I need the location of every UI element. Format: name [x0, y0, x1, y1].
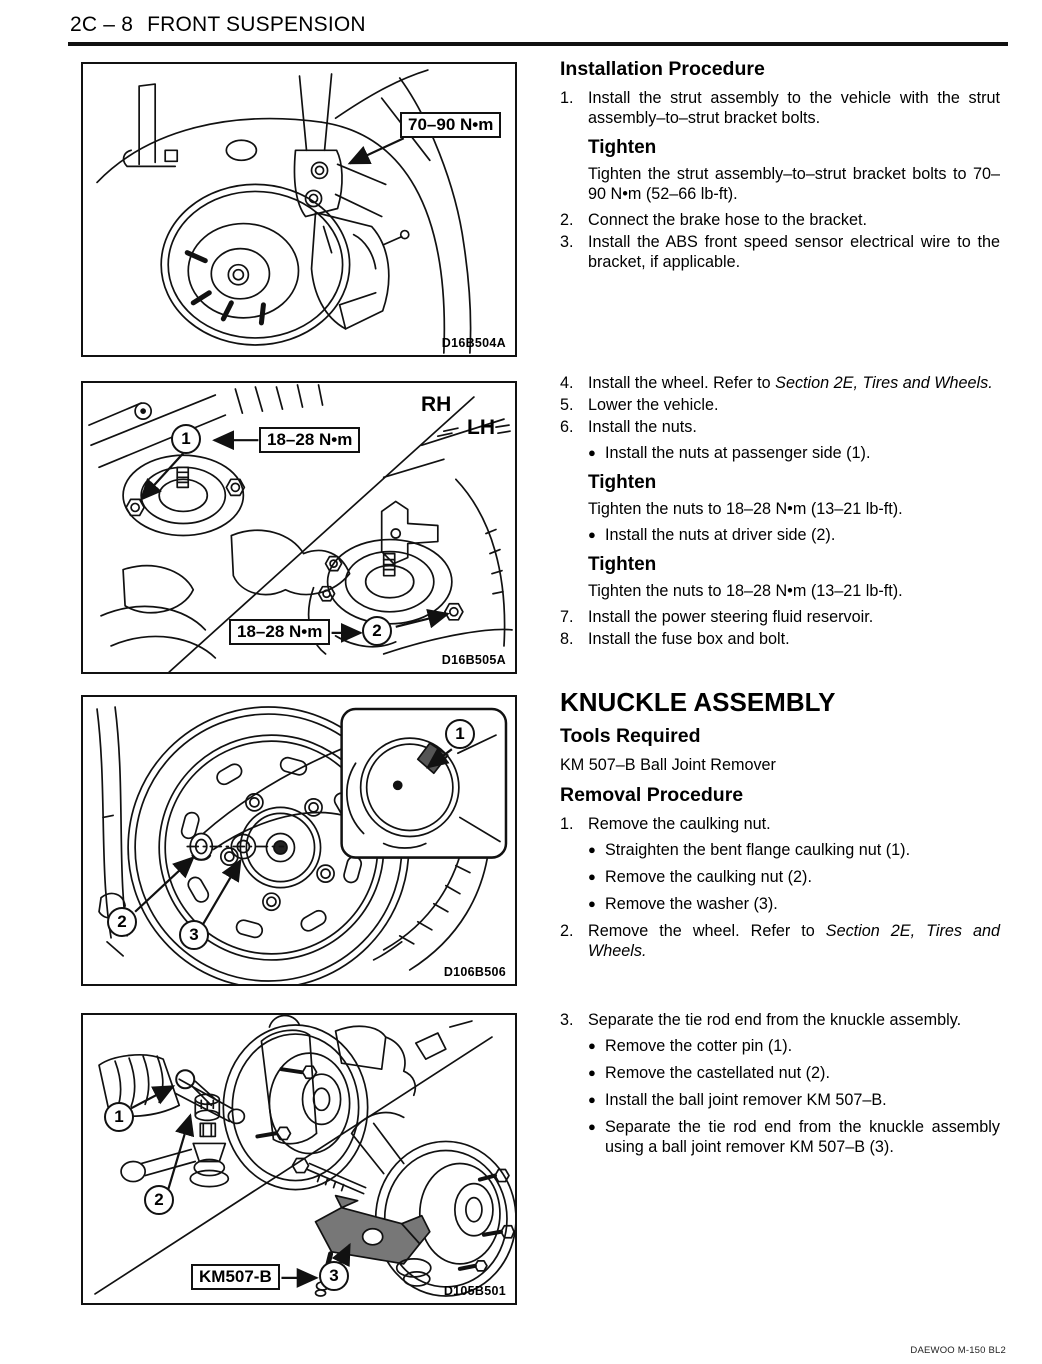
tool-name: KM 507–B Ball Joint Remover	[560, 756, 776, 774]
removal-procedure-heading: Removal Procedure	[560, 784, 744, 806]
callout-number-2: 2	[144, 1185, 174, 1215]
strut-bracket-illustration	[83, 64, 515, 355]
cross-reference: Section 2E, Tires and Wheels.	[588, 922, 1000, 960]
step-2: 2. Connect the brake hose to the bracket.	[560, 211, 867, 229]
figure-code: D16B504A	[441, 336, 506, 350]
callout-1-arrow	[131, 1086, 173, 1108]
figure-strut-mount-nuts	[81, 381, 517, 674]
removal-procedure-continued	[560, 1010, 1000, 1164]
page-header	[70, 13, 366, 37]
section-title-knuckle-assembly: KNUCKLE ASSEMBLY	[560, 687, 836, 717]
tie-rod-illustration	[83, 1015, 515, 1303]
bullet-install-remover: ● Install the ball joint remover KM 507–B.	[588, 1091, 887, 1109]
bullet-remove-caulking-nut: ● Remove the caulking nut (2).	[588, 868, 812, 886]
tighten-heading: Tighten	[588, 554, 657, 575]
torque-callout-1: 18–28 N•m	[259, 427, 360, 453]
step-1: 1. Remove the caulking nut.	[560, 815, 771, 833]
bullet-dot: ●	[588, 1119, 596, 1134]
callout-number-1: 1	[171, 424, 201, 454]
figure-tie-rod-remover	[81, 1013, 517, 1305]
bullet-separate-tie-rod: ● Separate the tie rod end from the knuckle assembly using a ball joint remover KM 507–B (3).	[588, 1118, 1000, 1156]
installation-procedure-section	[560, 58, 1000, 274]
installation-procedure-continued	[560, 373, 1000, 651]
bullet-dot: ●	[588, 842, 596, 857]
bullet-passenger-side: ● Install the nuts at passenger side (1).	[588, 444, 871, 462]
document-reference: DAEWOO M-150 BL2	[910, 1345, 1006, 1356]
bullet-dot: ●	[588, 445, 596, 460]
tighten-heading: Tighten	[588, 472, 657, 493]
callout-number-3: 3	[319, 1261, 349, 1291]
callout-2-arrow	[168, 1115, 190, 1189]
step-3: 3. Separate the tie rod end from the knuckle assembly.	[560, 1011, 962, 1029]
callout-number-1: 1	[104, 1102, 134, 1132]
figure-code: D16B505A	[441, 653, 506, 667]
bullet-remove-cotter-pin: ● Remove the cotter pin (1).	[588, 1037, 793, 1055]
bullet-dot: ●	[588, 896, 596, 911]
callout-2-arrow	[135, 858, 193, 912]
callout-number-2: 2	[107, 907, 137, 937]
bullet-dot: ●	[588, 1092, 596, 1107]
bullet-remove-washer: ● Remove the washer (3).	[588, 895, 778, 913]
step-7: 7. Install the power steering fluid reservoir.	[560, 608, 874, 626]
step-3: 3. Install the ABS front speed sensor electrical wire to the bracket, if applicable.	[560, 233, 1000, 271]
bullet-dot: ●	[588, 527, 596, 542]
callout-number-1: 1	[445, 719, 475, 749]
section-heading-installation: Installation Procedure	[560, 58, 765, 80]
header-rule	[68, 42, 1008, 46]
step-8: 8. Install the fuse box and bolt.	[560, 630, 790, 648]
tighten-spec: Tighten the nuts to 18–28 N•m (13–21 lb-ft).	[588, 582, 903, 600]
bullet-dot: ●	[588, 1038, 596, 1053]
bullet-dot: ●	[588, 1065, 596, 1080]
cross-reference: Section 2E, Tires and Wheels.	[775, 374, 993, 392]
torque-callout: 70–90 N•m	[400, 112, 501, 138]
step-4: 4. Install the wheel. Refer to Section 2E, Tires and Wheels.	[560, 374, 993, 392]
bullet-driver-side: ● Install the nuts at driver side (2).	[588, 526, 836, 544]
step-5: 5. Lower the vehicle.	[560, 396, 719, 414]
bullet-remove-castellated-nut: ● Remove the castellated nut (2).	[588, 1064, 830, 1082]
step-2: 2. Remove the wheel. Refer to Section 2E, Tires and Wheels.	[560, 922, 1000, 960]
step-1: 1. Install the strut assembly to the vehicle with the strut assembly–to–strut bracket bolts.	[560, 89, 1000, 127]
callout-2-arrow	[396, 614, 448, 627]
knuckle-assembly-section	[560, 688, 1000, 963]
tighten-heading: Tighten	[588, 137, 657, 158]
side-label-lh: LH	[467, 416, 495, 439]
tool-callout: KM507-B	[191, 1264, 280, 1290]
bullet-dot: ●	[588, 869, 596, 884]
tools-required-heading: Tools Required	[560, 725, 701, 747]
figure-caulking-nut	[81, 695, 517, 986]
side-label-rh: RH	[421, 393, 452, 416]
tighten-spec: Tighten the strut assembly–to–strut bracket bolts to 70–90 N•m (52–66 lb-ft).	[588, 165, 1000, 203]
page-title: FRONT SUSPENSION	[147, 13, 366, 36]
callout-number-3: 3	[179, 920, 209, 950]
tighten-spec: Tighten the nuts to 18–28 N•m (13–21 lb-ft).	[588, 500, 903, 518]
step-6: 6. Install the nuts.	[560, 418, 697, 436]
figure-code: D106B506	[443, 965, 506, 979]
bullet-straighten-flange: ● Straighten the bent flange caulking nut (1).	[588, 841, 911, 859]
page-number: 2C – 8	[70, 13, 134, 36]
callout-3-arrow	[203, 861, 240, 924]
torque-callout-2: 18–28 N•m	[229, 619, 330, 645]
figure-strut-bracket-bolts	[81, 62, 517, 357]
callout-number-2: 2	[362, 616, 392, 646]
figure-code: D105B501	[443, 1284, 506, 1298]
